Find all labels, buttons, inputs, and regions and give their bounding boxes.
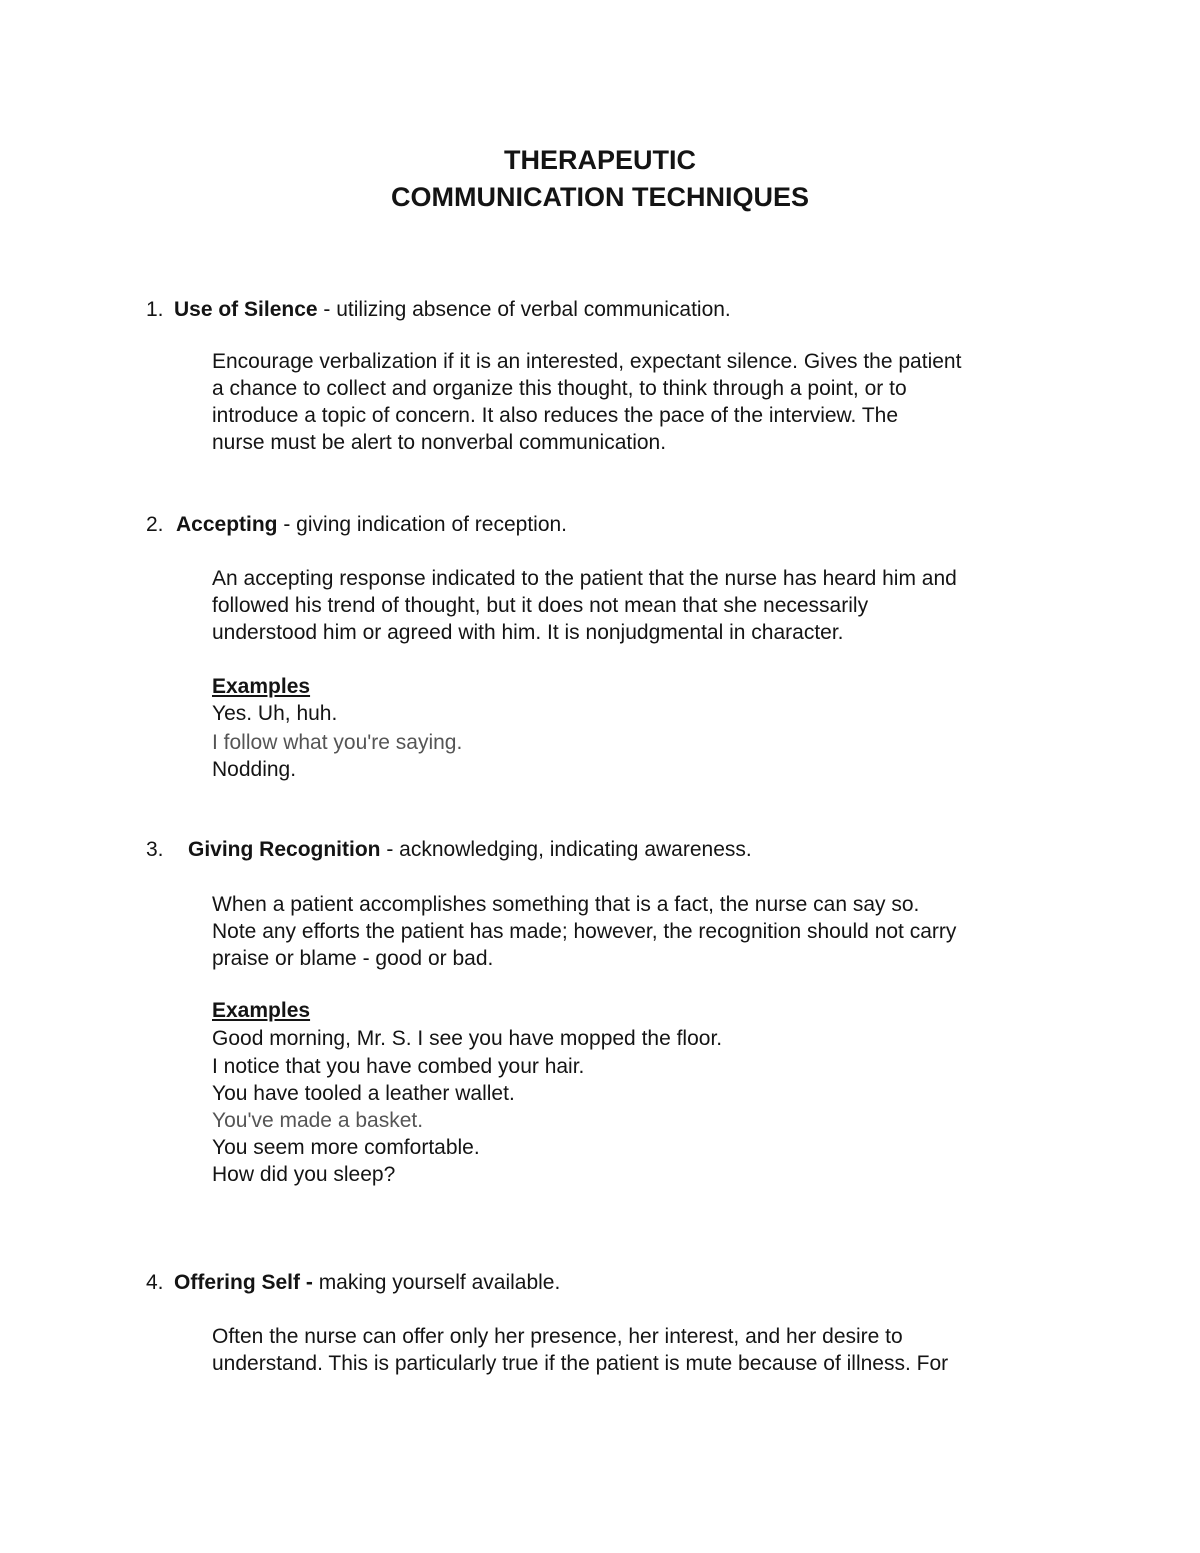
section-3-example: You have tooled a leather wallet. [212, 1082, 515, 1105]
section-1-body-line: introduce a topic of concern. It also reduces the pace of the interview. The [212, 404, 899, 427]
section-1-definition: - utilizing absence of verbal communication. [317, 298, 731, 321]
section-3-number: 3. [146, 838, 164, 861]
section-4-definition: making yourself available. [318, 1271, 561, 1294]
section-4-body-line: Often the nurse can offer only her presence, her interest, and her desire to [212, 1325, 903, 1348]
section-1-number: 1. [146, 298, 164, 321]
section-3-body-line: praise or blame - good or bad. [212, 947, 494, 970]
section-1-body-line: Encourage verbalization if it is an interested, expectant silence. Gives the patient [212, 350, 962, 373]
section-3-example: I notice that you have combed your hair. [212, 1055, 585, 1078]
section-3-example: You seem more comfortable. [212, 1136, 480, 1159]
section-4-heading [174, 1270, 560, 1296]
section-2-definition: - giving indication of reception. [277, 513, 568, 536]
section-2-example: Yes. Uh, huh. [212, 702, 338, 725]
section-2-body-line: followed his trend of thought, but it does not mean that she necessarily [212, 594, 869, 617]
section-2-example: I follow what you're saying. [212, 731, 463, 754]
section-3-term: Giving Recognition [188, 838, 381, 861]
section-3-example: You've made a basket. [212, 1109, 424, 1132]
section-4-term: Offering Self - [174, 1271, 319, 1294]
section-2-term: Accepting [176, 513, 278, 536]
section-3-examples-heading: Examples [212, 999, 311, 1022]
section-3-body-line: Note any efforts the patient has made; however, the recognition should not carry [212, 920, 957, 943]
section-3-example: Good morning, Mr. S. I see you have mopped the floor. [212, 1027, 723, 1050]
section-2-number: 2. [146, 513, 164, 536]
section-4-body-line: understand. This is particularly true if the patient is mute because of illness. For [212, 1352, 949, 1375]
section-2-body-line: understood him or agreed with him. It is nonjudgmental in character. [212, 621, 844, 644]
title-line-1: THERAPEUTIC [503, 145, 696, 175]
section-4-number: 4. [146, 1271, 164, 1294]
title-line-2: COMMUNICATION TECHNIQUES [391, 182, 809, 212]
section-2-examples-heading: Examples [212, 675, 311, 698]
section-3-heading [188, 837, 752, 863]
section-1-term: Use of Silence [174, 298, 318, 321]
section-3-body-line: When a patient accomplishes something that is a fact, the nurse can say so. [212, 893, 920, 916]
section-3-example: How did you sleep? [212, 1163, 396, 1186]
section-3-definition: - acknowledging, indicating awareness. [380, 838, 752, 861]
section-1-heading [174, 297, 731, 323]
section-1-body-line: nurse must be alert to nonverbal communication. [212, 431, 667, 454]
section-2-heading [176, 512, 567, 538]
section-2-example: Nodding. [212, 758, 297, 781]
section-2-body-line: An accepting response indicated to the patient that the nurse has heard him and [212, 567, 957, 590]
section-1-body-line: a chance to collect and organize this thought, to think through a point, or to [212, 377, 907, 400]
